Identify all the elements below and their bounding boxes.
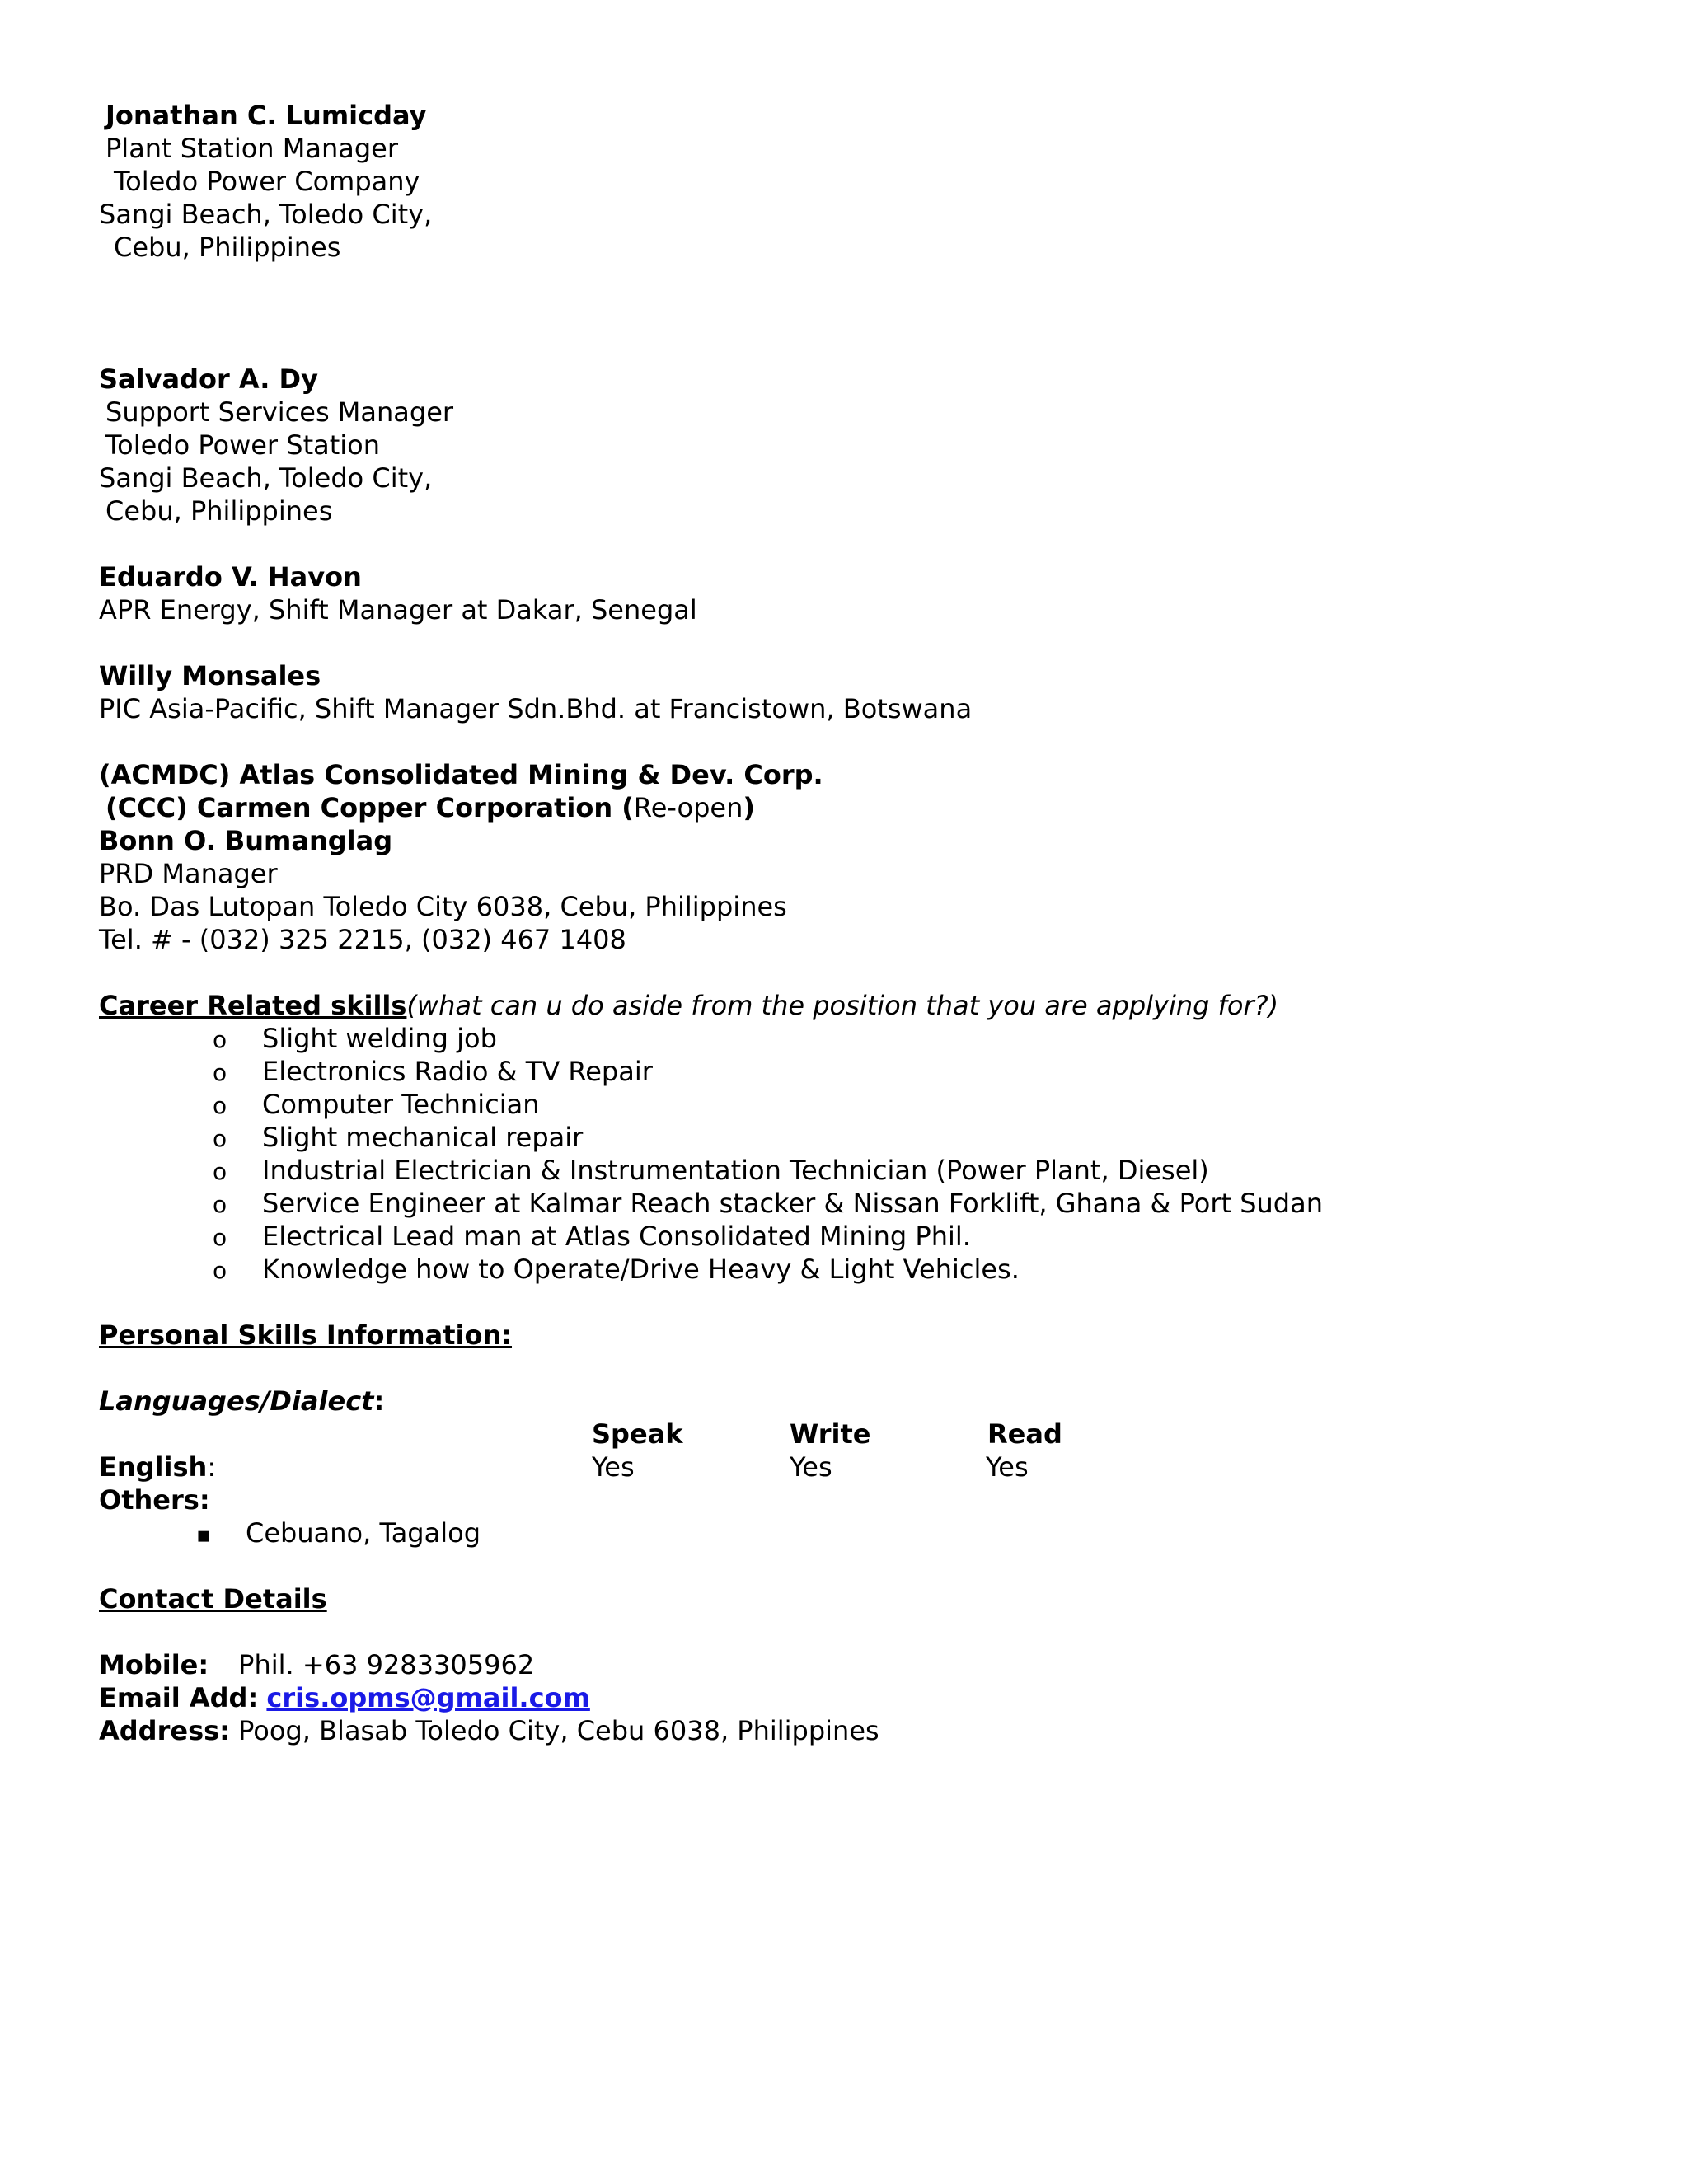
reference-name: Bonn O. Bumanglag xyxy=(99,825,393,856)
reference-phone: Tel. # - (032) 325 2215, (032) 467 1408 xyxy=(99,924,626,955)
ccc-reopen-note: Re-open xyxy=(633,792,743,823)
skill-text: Electrical Lead man at Atlas Consolidated Mining Phil. xyxy=(262,1221,971,1252)
english-write-value: Yes xyxy=(790,1451,832,1483)
contact-details-heading: Contact Details xyxy=(99,1583,327,1615)
skill-text: Electronics Radio & TV Repair xyxy=(262,1056,653,1087)
email-link[interactable]: cris.opms@gmail.com xyxy=(266,1682,590,1713)
skill-text: Knowledge how to Operate/Drive Heavy & Light Vehicles. xyxy=(262,1254,1020,1285)
reference-line: Toledo Power Station xyxy=(106,429,381,461)
ccc-company-name: (CCC) Carmen Copper Corporation ( xyxy=(106,792,634,823)
acmdc-company: (ACMDC) Atlas Consolidated Mining & Dev. Corp. xyxy=(99,759,823,790)
circle-bullet-icon: o xyxy=(213,1191,227,1218)
mobile-line xyxy=(99,1648,534,1681)
skill-text: Service Engineer at Kalmar Reach stacker & Nissan Forklift, Ghana & Port Sudan xyxy=(262,1188,1323,1219)
reference-name: Willy Monsales xyxy=(99,660,321,691)
address-label: Address: xyxy=(99,1715,230,1746)
list-item xyxy=(213,1220,971,1254)
list-item xyxy=(213,1022,497,1057)
list-item xyxy=(213,1121,583,1155)
career-skills-note: (what can u do aside from the position that you are applying for?) xyxy=(406,990,1279,1021)
list-item xyxy=(213,1088,539,1122)
list-item xyxy=(213,1154,1209,1188)
email-line xyxy=(99,1681,590,1714)
address-value: Poog, Blasab Toledo City, Cebu 6038, Philippines xyxy=(238,1715,879,1746)
reference-line: PIC Asia-Pacific, Shift Manager Sdn.Bhd. at Francistown, Botswana xyxy=(99,693,973,724)
reference-line: APR Energy, Shift Manager at Dakar, Senegal xyxy=(99,594,697,626)
languages-colon: : xyxy=(373,1385,385,1417)
ccc-close-paren: ) xyxy=(743,792,755,823)
mobile-label: Mobile: xyxy=(99,1649,209,1680)
mobile-value: Phil. +63 9283305962 xyxy=(238,1649,535,1680)
column-header-read: Read xyxy=(987,1418,1062,1450)
english-read-value: Yes xyxy=(986,1451,1029,1483)
reference-line: Cebu, Philippines xyxy=(106,495,333,527)
reference-line: PRD Manager xyxy=(99,858,278,889)
skill-text: Industrial Electrician & Instrumentation Technician (Power Plant, Diesel) xyxy=(262,1155,1209,1186)
circle-bullet-icon: o xyxy=(213,1158,227,1185)
english-label: English xyxy=(99,1451,208,1483)
reference-line: Bo. Das Lutopan Toledo City 6038, Cebu, Philippines xyxy=(99,891,787,922)
personal-skills-heading: Personal Skills Information: xyxy=(99,1319,513,1351)
reference-name: Eduardo V. Havon xyxy=(99,561,362,593)
reference-name: Jonathan C. Lumicday xyxy=(106,100,427,131)
list-item xyxy=(213,1187,1323,1221)
english-speak-value: Yes xyxy=(592,1451,635,1483)
circle-bullet-icon: o xyxy=(213,1224,227,1251)
circle-bullet-icon: o xyxy=(213,1026,227,1053)
reference-line: Support Services Manager xyxy=(106,396,454,428)
column-header-speak: Speak xyxy=(592,1418,683,1450)
list-item xyxy=(213,1253,1020,1287)
others-languages: Cebuano, Tagalog xyxy=(246,1517,481,1549)
english-label-line xyxy=(99,1451,216,1483)
career-skills-heading: Career Related skills xyxy=(99,990,407,1021)
circle-bullet-icon: o xyxy=(213,1059,227,1086)
languages-label: Languages/Dialect xyxy=(99,1385,374,1417)
column-header-write: Write xyxy=(790,1418,871,1450)
square-bullet-icon: ▪ xyxy=(196,1523,211,1548)
circle-bullet-icon: o xyxy=(213,1092,227,1119)
list-item xyxy=(196,1516,481,1552)
ccc-company xyxy=(106,791,755,824)
reference-name: Salvador A. Dy xyxy=(99,363,318,395)
career-skills-heading-line xyxy=(99,989,1278,1022)
reference-line: Sangi Beach, Toledo City, xyxy=(99,462,433,494)
reference-line: Cebu, Philippines xyxy=(114,232,341,263)
reference-line: Sangi Beach, Toledo City, xyxy=(99,199,433,230)
others-label: Others: xyxy=(99,1484,210,1516)
email-label: Email Add: xyxy=(99,1682,259,1713)
skill-text: Computer Technician xyxy=(262,1089,540,1120)
reference-line: Plant Station Manager xyxy=(106,133,398,164)
circle-bullet-icon: o xyxy=(213,1125,227,1152)
list-item xyxy=(213,1055,653,1090)
reference-line: Toledo Power Company xyxy=(114,166,420,197)
skill-text: Slight welding job xyxy=(262,1023,497,1054)
english-colon: : xyxy=(207,1451,217,1483)
address-line xyxy=(99,1714,879,1747)
circle-bullet-icon: o xyxy=(213,1257,227,1284)
languages-label-line xyxy=(99,1385,384,1418)
skill-text: Slight mechanical repair xyxy=(262,1122,584,1153)
